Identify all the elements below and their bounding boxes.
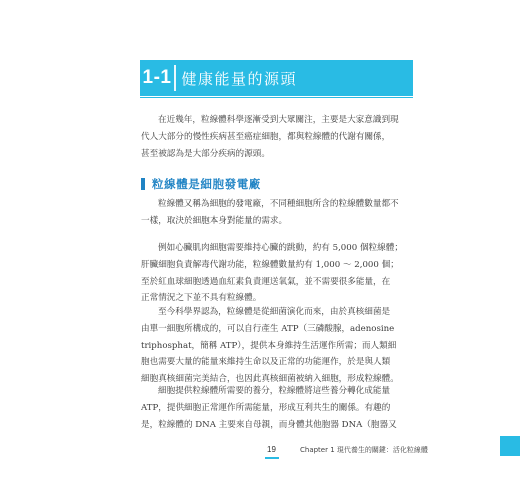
section-heading-text: 粒線體是細胞發電廠 <box>152 177 261 191</box>
body-paragraph-3 <box>141 304 416 388</box>
body-paragraph-1 <box>141 196 416 230</box>
section-marker <box>141 178 145 190</box>
text-line: 甚至被認為是大部分疾病的源頭。 <box>141 148 270 159</box>
text-line: 在近幾年，粒線體科學逐漸受到大眾關注，主要是大家意識到現 <box>158 115 399 125</box>
section-heading <box>141 176 261 192</box>
text-line: 至於紅血球細胞透過血紅素負責運送氧氣，並不需要很多能量，在 <box>141 276 391 287</box>
text-line: 代人大部分的慢性疾病甚至癌症細胞，都與粒線體的代謝有關係， <box>141 131 391 142</box>
text-line: 肝臟細胞負責解毒代謝功能，粒線體數量約有 1,000 ～ 2,000 個； <box>141 259 399 270</box>
text-line: 至今科學界認為，粒線體是從細菌演化而來，由於真核細菌是 <box>158 307 391 317</box>
text-line: 胞也需要大量的能量來維持生命以及正常的功能運作，於是與人類 <box>141 357 391 368</box>
chapter-section-number: 1-1 <box>142 67 172 88</box>
text-line: triphosphat，簡稱 ATP），提供本身維持生活運作所需；而人類細 <box>141 340 397 351</box>
text-line: 例如心臟肌肉細胞需要維持心臟的跳動，約有 5,000 個粒線體； <box>158 243 403 253</box>
page-number-underline <box>265 457 279 459</box>
text-line: 細胞真核細菌完美結合，也因此真核細菌被納入細胞，形成粒線體。 <box>141 374 399 385</box>
page-number: 19 <box>267 445 276 454</box>
text-line: 一樣，取決於細胞本身對能量的需求。 <box>141 215 288 226</box>
running-footer-chapter: Chapter 1 現代養生的關鍵：活化粒線體 <box>300 446 428 454</box>
chapter-section-title: 健康能量的源頭 <box>181 69 298 88</box>
text-line: 細胞提供粒線體所需要的養分，粒線體將這些養分轉化成能量 <box>158 386 391 396</box>
chapter-side-tab <box>500 436 520 456</box>
text-line: 正常情況之下並不具有粒線體。 <box>141 293 262 304</box>
text-line: ATP，提供細胞正常運作所需能量，形成互利共生的關係。有趣的 <box>141 402 391 413</box>
body-paragraph-4 <box>141 383 416 433</box>
text-line: 粒線體又稱為細胞的發電廠，不同種細胞所含的粒線體數量都不 <box>158 199 399 209</box>
title-divider <box>174 65 176 91</box>
body-paragraph-2 <box>141 240 416 307</box>
page-footer <box>0 443 520 463</box>
title-underline <box>140 97 413 98</box>
chapter-title-bar <box>140 60 413 96</box>
intro-paragraph <box>141 112 416 162</box>
text-line: 是，粒線體的 DNA 主要來自母親，而身體其他胞器 DNA（胞器又 <box>141 419 397 430</box>
text-line: 由單一細胞所構成的，可以自行產生 ATP（三磷酸腺，adenosine <box>141 323 395 334</box>
